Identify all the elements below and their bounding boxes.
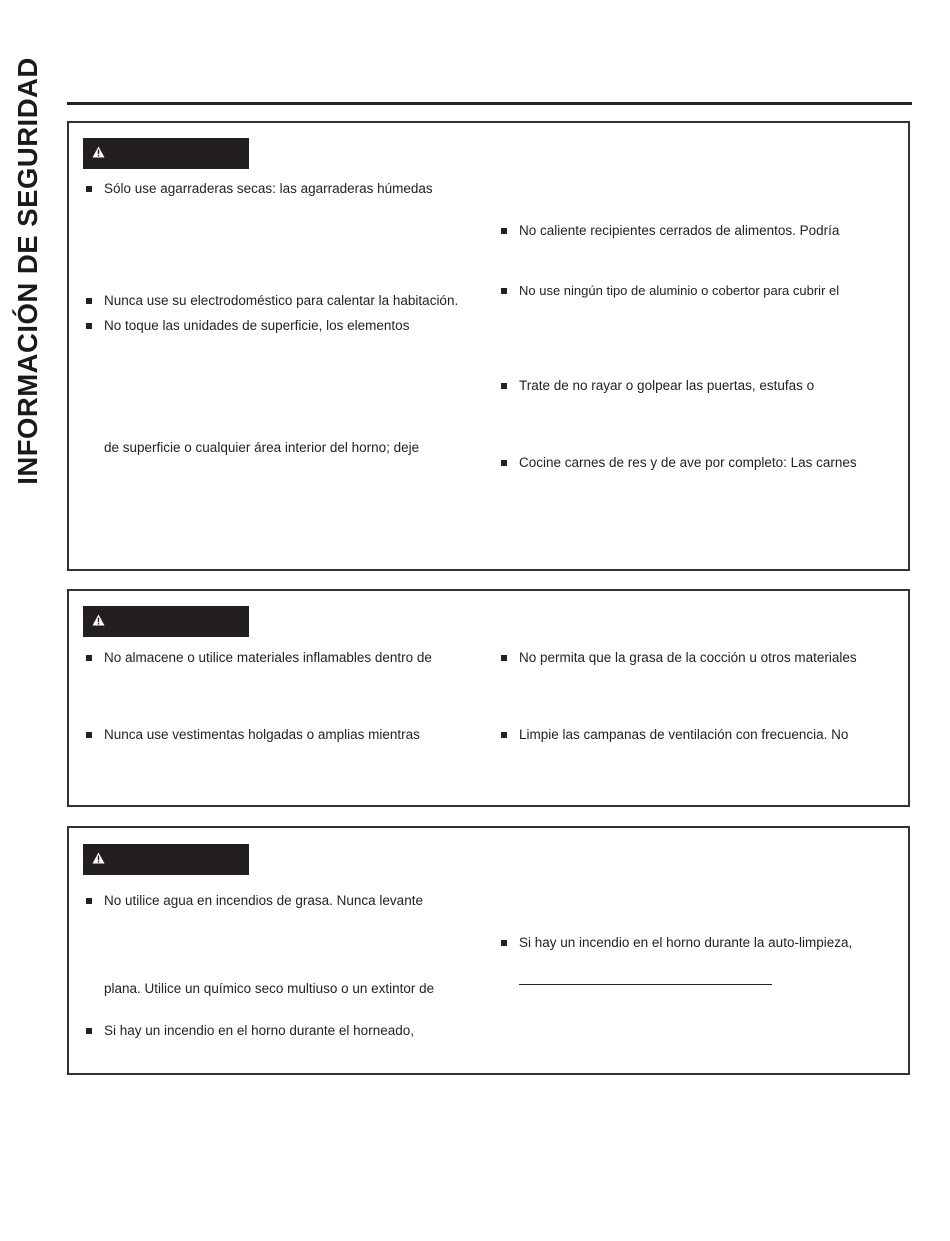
warning-triangle-icon (92, 614, 105, 626)
square-bullet-icon (86, 732, 92, 738)
square-bullet-icon (501, 288, 507, 294)
warning-banner (83, 844, 249, 875)
item-text: No use ningún tipo de aluminio o cobertor para cubrir el (519, 283, 840, 298)
side-title (10, 40, 46, 502)
item-text: No toque las unidades de superficie, los elementos (104, 318, 410, 333)
item-text: Cocine carnes de res y de ave por completo: Las carnes (519, 455, 857, 470)
square-bullet-icon (86, 298, 92, 304)
warning-triangle-icon (92, 146, 105, 158)
square-bullet-icon (86, 898, 92, 904)
warning-triangle-icon (92, 852, 105, 864)
underline-rule (519, 984, 772, 985)
item-text: Limpie las campanas de ventilación con frecuencia. No (519, 727, 849, 742)
item-text: Si hay un incendio en el horno durante el horneado, (104, 1023, 414, 1038)
square-bullet-icon (86, 655, 92, 661)
item-text: Nunca use vestimentas holgadas o amplias mientras (104, 727, 420, 742)
item-text: No utilice agua en incendios de grasa. Nunca levante (104, 893, 423, 908)
header-rule (67, 102, 912, 105)
item-text: de superficie o cualquier área interior del horno; deje (104, 440, 420, 455)
item-text: Nunca use su electrodoméstico para calentar la habitación. (104, 293, 459, 308)
square-bullet-icon (86, 323, 92, 329)
item-text: Si hay un incendio en el horno durante la auto-limpieza, (519, 935, 853, 950)
warning-banner (83, 606, 249, 637)
item-text: Sólo use agarraderas secas: las agarraderas húmedas (104, 181, 433, 196)
square-bullet-icon (501, 940, 507, 946)
square-bullet-icon (501, 732, 507, 738)
item-text: No permita que la grasa de la cocción u otros materiales (519, 650, 857, 665)
safety-box-1 (67, 121, 910, 571)
safety-box-3 (67, 826, 910, 1075)
item-text: No almacene o utilice materiales inflamables dentro de (104, 650, 432, 665)
square-bullet-icon (86, 1028, 92, 1034)
safety-box-2 (67, 589, 910, 807)
square-bullet-icon (86, 186, 92, 192)
item-text: Trate de no rayar o golpear las puertas, estufas o (519, 378, 815, 393)
item-text: No caliente recipientes cerrados de alimentos. Podría (519, 223, 840, 238)
square-bullet-icon (501, 383, 507, 389)
item-text: plana. Utilice un químico seco multiuso o un extintor de (104, 981, 435, 996)
square-bullet-icon (501, 460, 507, 466)
square-bullet-icon (501, 228, 507, 234)
side-title-text: INFORMACIÓN DE SEGURIDAD (12, 57, 43, 485)
warning-banner (83, 138, 249, 169)
square-bullet-icon (501, 655, 507, 661)
